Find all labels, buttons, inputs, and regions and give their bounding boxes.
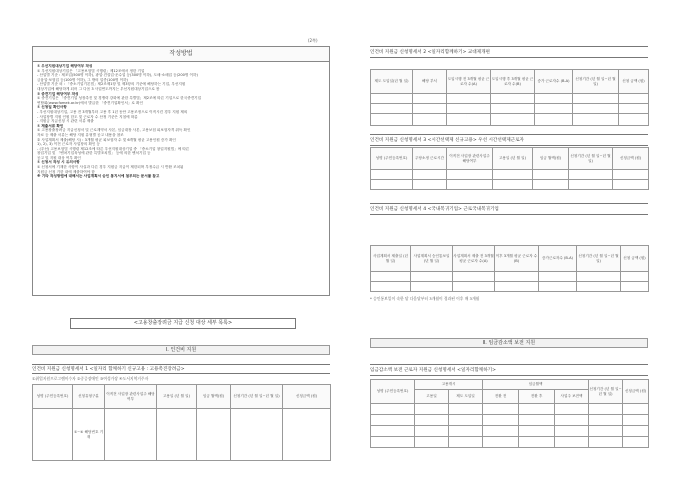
instructions-box bbox=[32, 46, 330, 296]
form1-header: 신청기간 (년 월 일~년 월 일) bbox=[231, 385, 283, 409]
form5-subheader: 전환 전 bbox=[483, 390, 519, 404]
divider bbox=[370, 57, 648, 58]
instruction-line: ② 중견기업 해당여부 작성 bbox=[37, 91, 79, 96]
form5-table bbox=[370, 379, 649, 448]
instruction-line: - 산업별 기준 외 : 「중소기업기본법」제2조제1항 및 제3항의 기준에 해당하는 기업, 우선지원 bbox=[37, 82, 186, 87]
form4-header: 사업계획서 승인통보일 (년 월 일) bbox=[411, 246, 453, 272]
form4-header: 신청기간 (년 월 일~년 월 일) bbox=[577, 246, 621, 272]
instruction-line: ① 고용창출장려금 지급신청서 및 근로계약서 사본, 임금대장 사본, 고용보험 피보험자격 취득 확인 bbox=[37, 128, 191, 133]
form5-title: 임금감소액 보전 근로자 지원금 신청명세서 <일자리함께하기> bbox=[370, 368, 496, 373]
divider bbox=[370, 145, 648, 146]
instruction-line: 대상기업에 해당하게 되어 그 다음 3 사업연도까지는 우선지원대상기업으로 봄 bbox=[37, 86, 160, 91]
divider bbox=[370, 375, 648, 376]
form3-table bbox=[370, 147, 649, 190]
form1-cell[interactable] bbox=[33, 409, 73, 461]
instruction-line: - 지원금 지급신청 시 관련 서류 제출 bbox=[37, 119, 94, 124]
form1-cell[interactable]: ①~④ 해당번호 기재 bbox=[73, 409, 105, 461]
form1-cell[interactable] bbox=[157, 409, 197, 461]
form2-header: 신청 금액 (원) bbox=[619, 70, 649, 94]
form1-header: 고용일 (년 월 일) bbox=[157, 385, 197, 409]
section-wage-reduction: Ⅱ. 임금감소액 보전 지원 bbox=[370, 338, 648, 348]
form2-table bbox=[370, 69, 649, 126]
instructions-title: 작성방법 bbox=[33, 47, 329, 62]
instruction-line: ① 우선지원대상기업은 「고용보험법 시행령」제12조에서 정한 기업 bbox=[37, 68, 145, 73]
form5-subheader: 사업주 보전액 bbox=[555, 390, 589, 404]
form5-header: 성명 (주민등록번호) bbox=[371, 380, 415, 404]
instruction-line: 금융업·보험업 등(100명 이하), 그 밖의 업종(100명 이하) bbox=[37, 77, 128, 82]
form3-title: 인건비 지원금 신청명세서 3 <시간선택제 신규고용> 우선 시간선택제근로자 bbox=[370, 138, 524, 143]
form5-subheader: 제도 도입일 bbox=[449, 390, 483, 404]
form2-header: 제도 도입일(년 월 일) bbox=[371, 70, 413, 94]
form4-note: * 승인통보일이 속한 달 다음달부터 3개월이 경과된 이후 매 3개월 bbox=[370, 296, 480, 301]
form1-header: 성명 (주민등록번호) bbox=[33, 385, 73, 409]
form3-header: 신청기간 (년 월 일~년 월 일) bbox=[569, 148, 613, 170]
form4-header: 사업계획서 제출 전 3개월 평균 근로자 수(A) bbox=[453, 246, 495, 272]
form1-header: 임금 월액(원) bbox=[197, 385, 231, 409]
form5-subheader: 전환 후 bbox=[519, 390, 555, 404]
form4-table bbox=[370, 245, 649, 292]
form1-header: 신청유형구분 bbox=[73, 385, 105, 409]
instruction-line: 1), 2), 3) 이전 근로자 사업장의 확인 등 bbox=[37, 142, 101, 147]
divider bbox=[370, 46, 648, 47]
form2-header: 증가 근로자수 (B-A) bbox=[535, 70, 573, 94]
section-labor-cost: Ⅰ. 인건비 지원 bbox=[32, 345, 330, 355]
instruction-line: ① 우선지원대상기업 해당여부 작성 bbox=[37, 64, 93, 68]
form3-header: 주당소정 근로시간 bbox=[413, 148, 447, 170]
instruction-line: 지원금 신청 기한 내에 제출하여야 함 bbox=[37, 169, 95, 174]
divider bbox=[370, 134, 648, 135]
divider bbox=[32, 364, 330, 365]
form1-cell[interactable] bbox=[231, 409, 283, 461]
form5-header: 신청기간 (년 월 일~년 월 일) bbox=[589, 380, 623, 404]
page-number: (2쪽) bbox=[308, 38, 318, 43]
instruction-line: 자료 등 제출 서류는 해당 지원 유형별 공고 내용을 참조 bbox=[37, 132, 124, 137]
divider bbox=[370, 203, 648, 204]
instruction-line: 공고 및 지원 대상 여부 확인 bbox=[37, 155, 81, 160]
form4-header: 신청 금액 (원) bbox=[621, 246, 649, 272]
form2-header: 도입시행 전 3개월 평균 근로자 수(A) bbox=[447, 70, 491, 94]
form2-header: 해당 부서 bbox=[413, 70, 447, 94]
instruction-line: ※ 기타 작성방법에 대해서는 사업계획서 승인 통지서에 첨부되는 문서를 참고 bbox=[37, 174, 160, 179]
instruction-line: ① 신청서에 기재한 사항이 사실과 다른 경우 지원금 지급이 제한되며 부정수급 시 반환 조치됨 bbox=[37, 165, 184, 170]
form3-header: 고용일 (년 월 일) bbox=[493, 148, 533, 170]
form4-title: 인건비 지원금 신청명세서 4 <국내복귀기업> 근로국내복귀기업 bbox=[370, 207, 499, 212]
instruction-line: - 산업별 기준 : 제조업(500명 이하), 광업·건설업·운수업 등(300명 이하), 도매·소매업 등(200명 이하) bbox=[37, 73, 198, 78]
instructions-body bbox=[33, 62, 329, 181]
form3-header: 신청금액 (원) bbox=[613, 148, 649, 170]
form1-header: 신청금액 (원) bbox=[283, 385, 331, 409]
form1-title: 인건비 지원금 신청명세서 1 <일자리 함께하기 신규고용 : 고용촉진장려금> bbox=[32, 367, 185, 372]
instruction-line: 창업기업 및 「벤처기업육성에 관한 특별조치법」 등에 의한 벤처기업 등 bbox=[37, 151, 151, 156]
form1-cell[interactable] bbox=[283, 409, 331, 461]
form3-header: 임금 월액(원) bbox=[533, 148, 569, 170]
form1-header: 이직전 사업장 관련사업주 해당여부 bbox=[105, 385, 157, 409]
form5-header: 임금월액 bbox=[483, 380, 589, 390]
form1-subtitle: ①취업지원프로그램이수자 ②중증장애인 ③여성가장 ④도서지역거주자 bbox=[32, 376, 149, 381]
instruction-line: ① 중견기업은 「중견기업 성장촉진 및 경쟁력 강화에 관한 특별법」제2조에 따른 기업으로 한국중견기업 bbox=[37, 96, 202, 101]
form2-header: 신청기간 (년 월 일~년 월 일) bbox=[573, 70, 619, 94]
instruction-line: ① 제출서류 확인 bbox=[37, 123, 64, 128]
instruction-line: ① 신청서 작성 시 유의사항 bbox=[37, 160, 80, 165]
form4-header: 증가근로자수 (B-A) bbox=[539, 246, 577, 272]
divider bbox=[370, 214, 648, 215]
form2-title: 인건비 지원금 신청명세서 2 <일자리함께하기> 교대제개편 bbox=[370, 50, 490, 55]
form4-header: 사업계획서 제출일 (년 월 일) bbox=[371, 246, 411, 272]
instruction-line: 연합회(www.fomek.or.kr)에서 발급한 「중견기업확인서」로 확인 bbox=[37, 100, 143, 105]
form2-header: 도입시행 후 3개월 평균 근로자 수(B) bbox=[491, 70, 535, 94]
instruction-line: - 사업장별 지원 인원 한도 및 근로자 수 산정 기준은 지침에 따름 bbox=[37, 114, 138, 119]
form3-header: 성명 (주민등록번호) bbox=[371, 148, 413, 170]
form1-table bbox=[32, 384, 331, 461]
form1-cell[interactable] bbox=[105, 409, 157, 461]
instruction-line: ① 신청일 확인사항 bbox=[37, 105, 67, 110]
form5-subheader: 고용일 bbox=[415, 390, 449, 404]
instruction-line: - (우선) 고용보험법 시행령 제12조에 따른 우선지원대상기업 중 「중소기업 창업지원법」에 따른 bbox=[37, 146, 190, 151]
divider bbox=[32, 373, 330, 374]
form5-header: 신청금액 (원) bbox=[623, 380, 649, 404]
form5-header: 고용개시 bbox=[415, 380, 483, 390]
instruction-line: ② 사업계획서 제출(해당 시) : 3개월 평균 피보험자 수 및 6개월 평균 고용인원 증가 확인 bbox=[37, 137, 176, 142]
detail-list-title: <고용창출장려금 지급 신청 대상 세부 목록> bbox=[70, 318, 296, 329]
divider bbox=[370, 364, 648, 365]
form3-header: 이직전 사업장 관련사업주 해당여부 bbox=[447, 148, 493, 170]
form1-cell[interactable] bbox=[197, 409, 231, 461]
form4-header: 이후 3개월 평균 근로자 수(B) bbox=[495, 246, 539, 272]
instruction-line: - 우선지원대상기업, 고용 전 3개월부터 고용 후 1년 동안 고용조정으로 이직시킨 경우 지원 제외 bbox=[37, 109, 188, 114]
